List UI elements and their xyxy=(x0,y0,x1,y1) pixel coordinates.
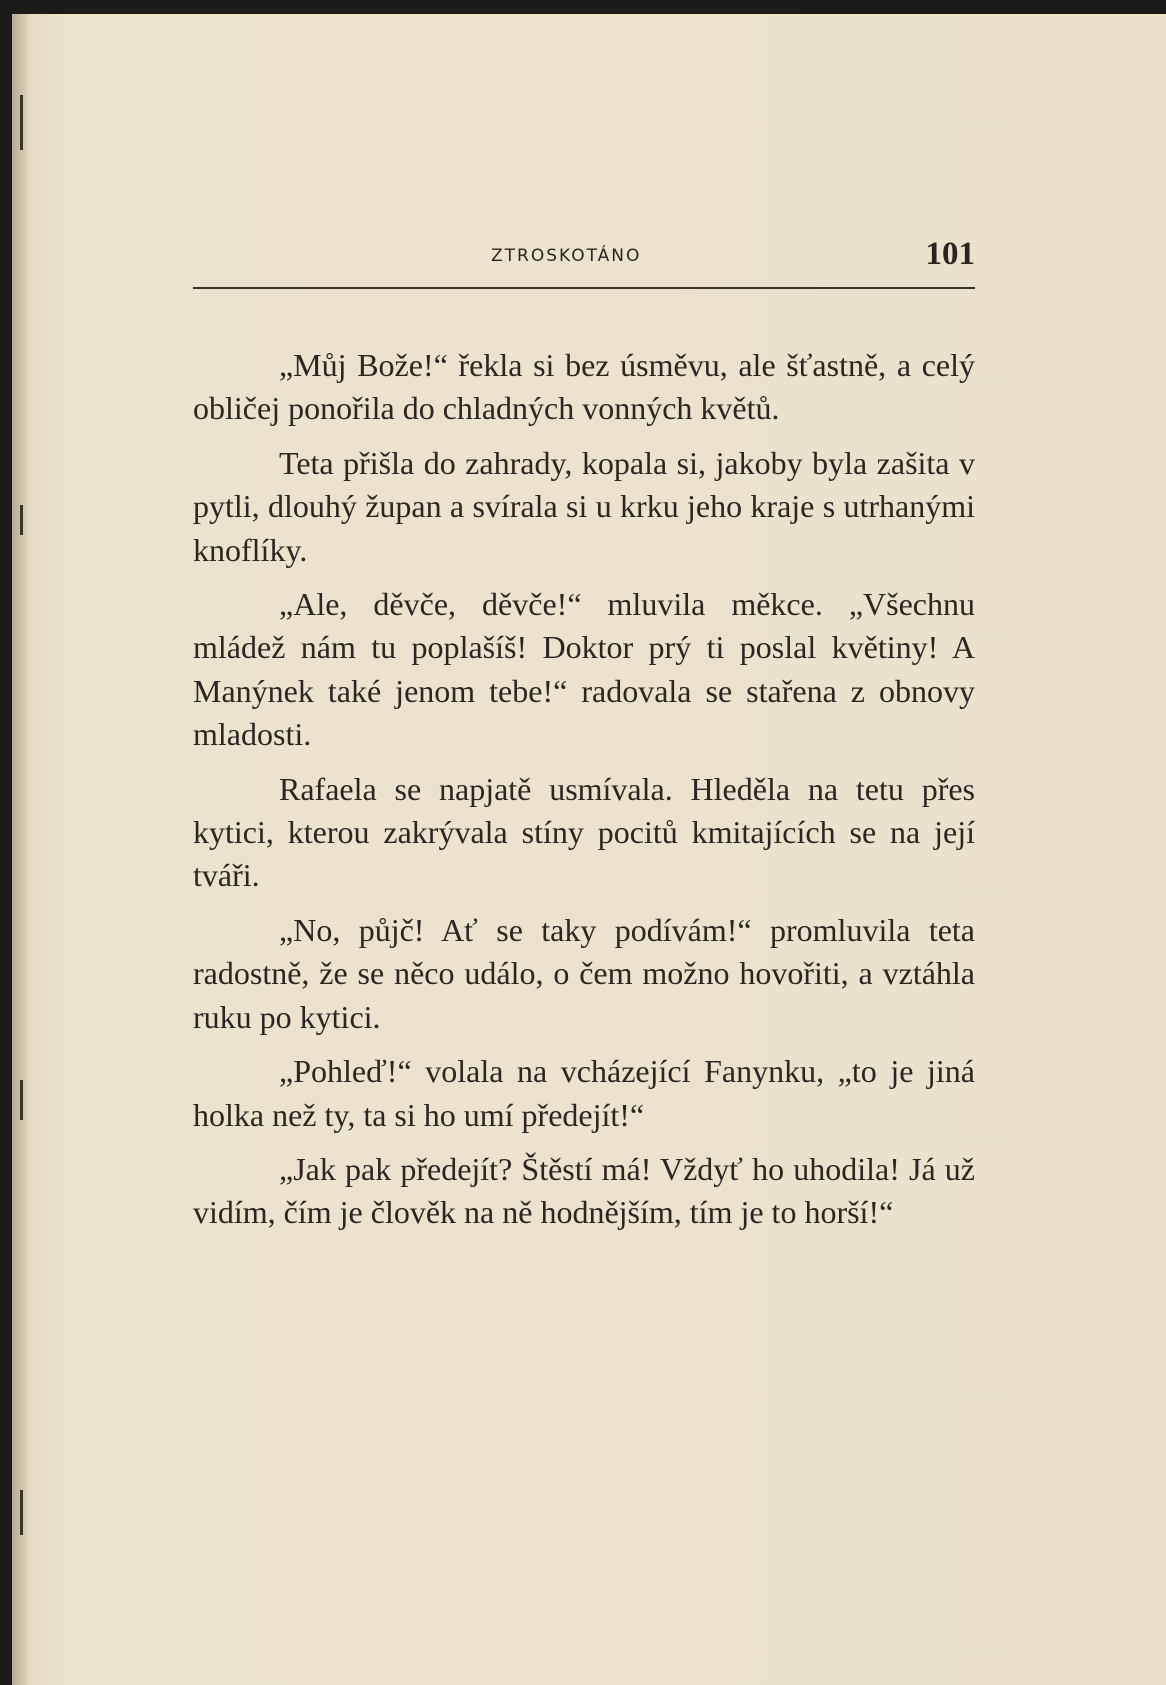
body-text xyxy=(193,344,975,1235)
paragraph: „Můj Bože!“ řekla si bez úsměvu, ale šťastně, a celý obličej ponořila do chladných vonných květů. xyxy=(193,347,975,427)
page-number: 101 xyxy=(925,236,975,272)
header-rule xyxy=(193,287,975,289)
spine-mark xyxy=(20,505,23,535)
paragraph: Teta přišla do zahrady, kopala si, jakoby byla zašita v pytli, dlouhý župan a svírala si u krku jeho kraje s utrhanými knoflíky. xyxy=(193,444,975,568)
page-spine-edge xyxy=(12,14,28,1685)
paragraph: Rafaela se napjatě usmívala. Hleděla na tetu přes kytici, kterou zakrývala stíny pocitů kmitajících se na její tváři. xyxy=(193,770,975,894)
paragraph: „Pohleď!“ volala na vcházející Fanynku, „to je jiná holka než ty, ta si ho umí předejít!“ xyxy=(193,1053,975,1133)
paragraph: „Ale, děvče, děvče!“ mluvila měkce. „Všechnu mládež nám tu poplašíš! Doktor prý ti poslal květiny! A Manýnek také jenom tebe!“ radovala se stařena z obnovy mladosti. xyxy=(193,586,975,753)
page-header xyxy=(193,236,975,274)
paragraph: „Jak pak předejít? Štěstí má! Vždyť ho uhodila! Já už vidím, čím je člověk na ně hodnějším, tím je to horší!“ xyxy=(193,1150,975,1231)
spine-mark xyxy=(20,1490,23,1535)
spine-mark xyxy=(20,95,23,150)
running-title: ZTROSKOTÁNO xyxy=(491,246,642,266)
paragraph: „No, půjč! Ať se taky podívám!“ promluvila teta radostně, že se něco událo, o čem možno hovořiti, a vztáhla ruku po kytici. xyxy=(193,911,975,1035)
spine-mark xyxy=(20,1080,23,1120)
